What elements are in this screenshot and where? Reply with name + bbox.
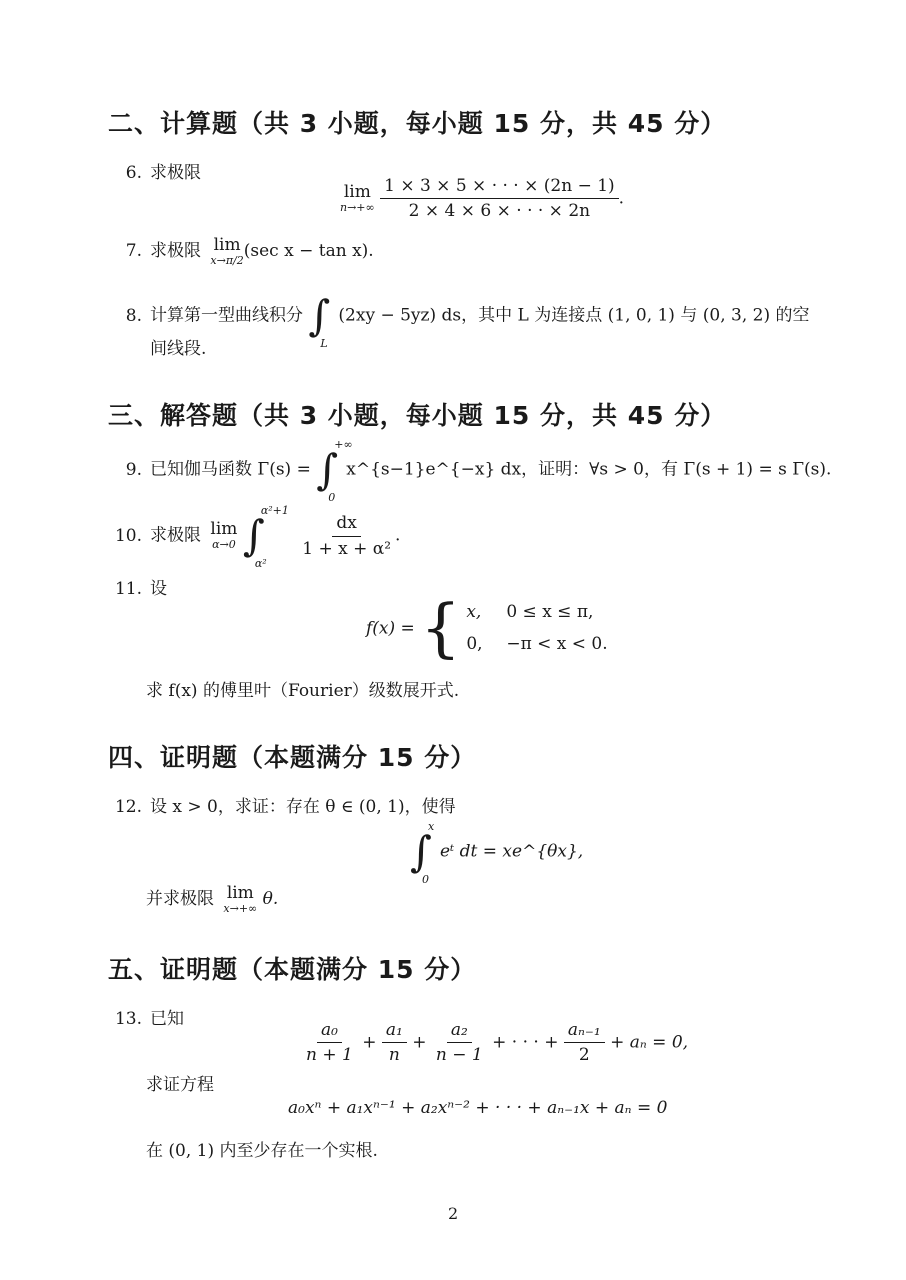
problem-7 [112,236,374,266]
problem-text: 求极限 [150,163,201,183]
problem-13-formula: $\frac{\text{a₀}}{n + 1}$ + $\frac{\text{a₁}}{n}$ + $\frac{\text{a₂}}{n - 1}$ + · · · + $\frac{\text{aₙ₋₁}}{2}$ + aₙ = 0, [306,1020,689,1066]
integral-sign: ∫ α²+1 α² [242,504,289,570]
problem-13-line3: 在 (0, 1) 内至少存在一个实根. [146,1141,378,1161]
problem-13 [112,1004,184,1029]
fraction [380,176,619,222]
fraction [298,513,395,559]
section-heading-2: 二、计算题（共 3 小题，每小题 15 分，共 45 分） [108,109,727,138]
problem-number: 11. [114,579,142,599]
problem-11-formula [366,591,608,666]
problem-text: 已知 [150,1009,184,1029]
denominator: 1 + x + α² [302,538,392,559]
limit-operator: lim α→0 [210,519,238,552]
problem-6 [112,158,201,183]
problem-6-formula: lim n→+∞ $\frac{1 \times 3 \times 5 \times \cdot \cdot \cdot \times (2n - 1)}{2 \times 4 \times 6 \times \cdot \cdot \cdot \times 2n}$ . [340,176,625,222]
expression: (2xy − 5yz) ds，其中 L 为连接点 (1, 0, 1) 与 (0, 3, 2) 的空 [338,305,810,326]
numerator: 1 × 3 × 5 × · · · × (2n − 1) [380,176,619,199]
problem-number: 6. [125,163,142,183]
problem-text: 计算第一型曲线积分 [150,305,303,326]
limit-operator: lim x→π/2 [210,234,244,267]
problem-11-line2: 求 f(x) 的傅里叶（Fourier）级数展开式. [146,681,460,701]
integral-sign: ∫ x 0 [410,820,435,886]
integral-sign: ∫ +∞ 0 [316,438,353,504]
limit-operator: lim n→+∞ [340,182,375,215]
expression: (sec x − tan x). [243,241,374,261]
problem-12-line2: 并求极限 lim x→+∞ θ. [146,882,279,915]
problem-number: 9. [125,459,142,480]
expression: eᵗ dt = xe^{θx}, [440,841,584,862]
problem-10: 10. 求极限 lim α→0 ∫ α²+1 α² $\frac{dx}{\text{1 + x + α²}}$ . [112,510,400,562]
problem-8-line2: 间线段. [150,339,207,359]
problem-number: 8. [125,305,142,326]
problem-13-line2: 求证方程 [146,1075,214,1095]
piecewise-cases: x, 0 ≤ x ≤ π, 0, −π < x < 0. [466,602,608,655]
brace: { [420,591,461,666]
integral-sign: ∫ L [308,291,331,350]
problem-12-formula [410,820,584,886]
problem-text: 求极限 [150,525,201,546]
denominator: 2 × 4 × 6 × · · · × 2n [408,201,591,222]
section-heading-4: 四、证明题（本题满分 15 分） [108,743,477,772]
limit-operator: lim x→+∞ [223,882,258,915]
expression: x^{s−1}e^{−x} dx，证明：∀s > 0，有 Γ(s + 1) = s Γ(s). [346,459,832,480]
problem-text: 已知伽马函数 Γ(s) = [150,459,311,480]
problem-12 [112,792,456,817]
problem-text: 设 [150,579,167,599]
function-lhs: f(x) = [366,618,415,639]
numerator: dx [332,513,360,536]
problem-number: 13. [114,1009,142,1029]
problem-number: 12. [114,797,142,817]
problem-text: 设 x > 0，求证：存在 θ ∈ (0, 1)，使得 [150,797,456,817]
problem-number: 10. [114,525,142,546]
problem-number: 7. [125,241,142,261]
problem-13-equation: a₀xⁿ + a₁xⁿ⁻¹ + a₂xⁿ⁻² + · · · + aₙ₋₁x + aₙ = 0 [288,1098,668,1118]
page-number: 2 [448,1204,459,1223]
problem-9 [112,438,832,504]
problem-11 [112,574,167,599]
section-heading-5: 五、证明题（本题满分 15 分） [108,955,477,984]
section-heading-3: 三、解答题（共 3 小题，每小题 15 分，共 45 分） [108,401,727,430]
problem-text: 求极限 [150,241,201,261]
